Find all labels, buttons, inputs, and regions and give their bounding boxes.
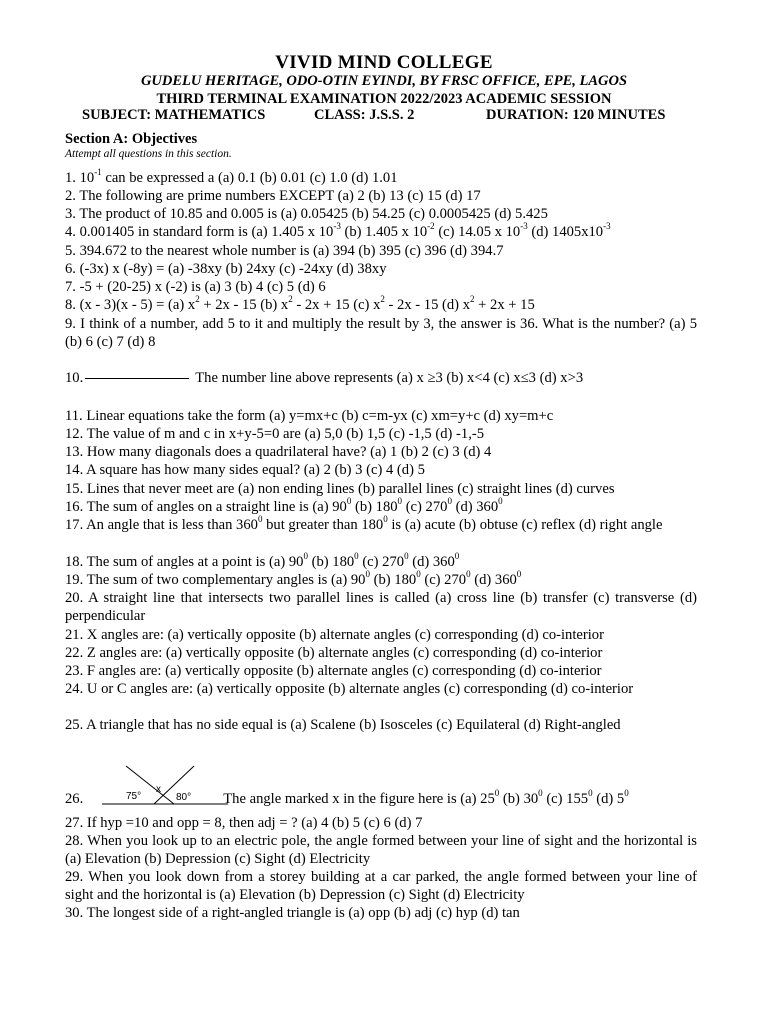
question-19: 19. The sum of two complementary angles is (a) $90^0$ (b) $180^0$ (c) $270^0$ (d) $360^0$ [65,569,522,588]
question-15: 15. Lines that never meet are (a) non ending lines (b) parallel lines (c) straight lines (d) curves [65,481,615,497]
question-17: 17. An angle that is less than $360^0$ but greater than $180^0$ is (a) acute (b) obtuse (c) reflex (d) right angle [65,514,663,533]
question-6: 6. (-3x) x (-8y) = (a) -38xy (b) 24xy (c) -24xy (d) 38xy [65,261,387,277]
question-26: 26. The angle marked x in the figure here is (a) $25^0$ (b) $30^0$ (c) $155^0$ (d) $5^0$ [65,788,629,807]
question-24: 24. U or C angles are: (a) vertically opposite (b) alternate angles (c) corresponding (d) co-interior [65,681,634,697]
school-address: GUDELU HERITAGE, ODO-OTIN EYINDI, BY FRSC OFFICE, EPE, LAGOS [140,73,628,89]
question-28: 28. When you look up to an electric pole, the angle formed between your line of sight and the horizontal is (a) Elevation (b) Depression (c) Sight (d) Electricity [65,833,697,867]
question-30: 30. The longest side of a right-angled triangle is (a) opp (b) adj (c) hyp (d) tan [65,905,520,921]
question-5: 5. 394.672 to the nearest whole number is (a) 394 (b) 395 (c) 396 (d) 394.7 [65,243,504,259]
question-20: 20. A straight line that intersects two parallel lines is called (a) cross line (b) transfer (c) transverse (d) perpendicular [65,590,697,624]
question-10: 10. The number line above represents (a) x ≥3 (b) x<4 (c) x≤3 (d) x>3 [65,370,584,386]
duration-label: DURATION: 120 MINUTES [486,107,666,123]
figure-angle-x: x [156,784,161,795]
number-line [85,378,189,379]
question-1: 1. $10^{-1}$ can be expressed a (a) 0.1 (b) 0.01 (c) 1.0 (d) 1.01 [65,167,398,186]
question-13: 13. How many diagonals does a quadrilateral have? (a) 1 (b) 2 (c) 3 (d) 4 [65,444,492,460]
class-label: CLASS: J.S.S. 2 [314,107,415,123]
question-7: 7. -5 + (20-25) x (-2) is (a) 3 (b) 4 (c) 5 (d) 6 [65,279,326,295]
question-11: 11. Linear equations take the form (a) y=mx+c (b) c=m-yx (c) xm=y+c (d) xy=m+c [65,408,554,424]
question-9: 9. I think of a number, add 5 to it and multiply the result by 3, the answer is 36. What is the number? (a) 5 (b) 6 (c) 7 (d) 8 [65,316,697,350]
exam-title: THIRD TERMINAL EXAMINATION 2022/2023 ACADEMIC SESSION [156,91,612,107]
question-2: 2. The following are prime numbers EXCEPT (a) 2 (b) 13 (c) 15 (d) 17 [65,188,481,204]
section-instruction: Attempt all questions in this section. [65,148,232,160]
figure-angle-right: 80° [176,792,192,803]
subject-label: SUBJECT: MATHEMATICS [82,107,266,123]
question-29: 29. When you look down from a storey building at a car parked, the angle formed between your line of sight and the horizontal is (a) Elevation (b) Depression (c) Sight (d) Electricity [65,869,697,903]
question-3: 3. The product of 10.85 and 0.005 is (a) 0.05425 (b) 54.25 (c) 0.0005425 (d) 5.425 [65,206,548,222]
school-name: VIVID MIND COLLEGE [275,52,493,73]
question-22: 22. Z angles are: (a) vertically opposite (b) alternate angles (c) corresponding (d) co-interior [65,645,603,661]
question-8: 8. (x - 3)(x - 5) = (a) $x^2 + 2x - 15$ (b) $x^2 - 2x + 15$ (c) $x^2 - 2x - 15$ (d) $x^2 + 2x + 15$ [65,294,535,313]
question-4: 4. 0.001405 in standard form is (a) 1.405 x $10^{-3}$ (b) 1.405 x $10^{-2}$ (c) 14.05 x $10^{-3}$ (d) $1405x10^{-3}$ [65,221,611,240]
figure-angle-left: 75° [126,791,142,802]
question-14: 14. A square has how many sides equal? (a) 2 (b) 3 (c) 4 (d) 5 [65,462,425,478]
question-23: 23. F angles are: (a) vertically opposite (b) alternate angles (c) corresponding (d) co-interior [65,663,602,679]
question-21: 21. X angles are: (a) vertically opposite (b) alternate angles (c) corresponding (d) co-interior [65,627,604,643]
question-12: 12. The value of m and c in x+y-5=0 are (a) 5,0 (b) 1,5 (c) -1,5 (d) -1,-5 [65,426,485,442]
question-18: 18. The sum of angles at a point is (a) $90^0$ (b) $180^0$ (c) $270^0$ (d) $360^0$ [65,551,460,570]
question-25: 25. A triangle that has no side equal is (a) Scalene (b) Isosceles (c) Equilateral (d) Right-angled [65,717,621,733]
section-title: Section A: Objectives [65,131,198,147]
question-27: 27. If hyp =10 and opp = 8, then adj = ? (a) 4 (b) 5 (c) 6 (d) 7 [65,815,423,831]
question-16: 16. The sum of angles on a straight line is (a) $90^0$ (b) $180^0$ (c) $270^0$ (d) $360^0$ [65,496,503,515]
